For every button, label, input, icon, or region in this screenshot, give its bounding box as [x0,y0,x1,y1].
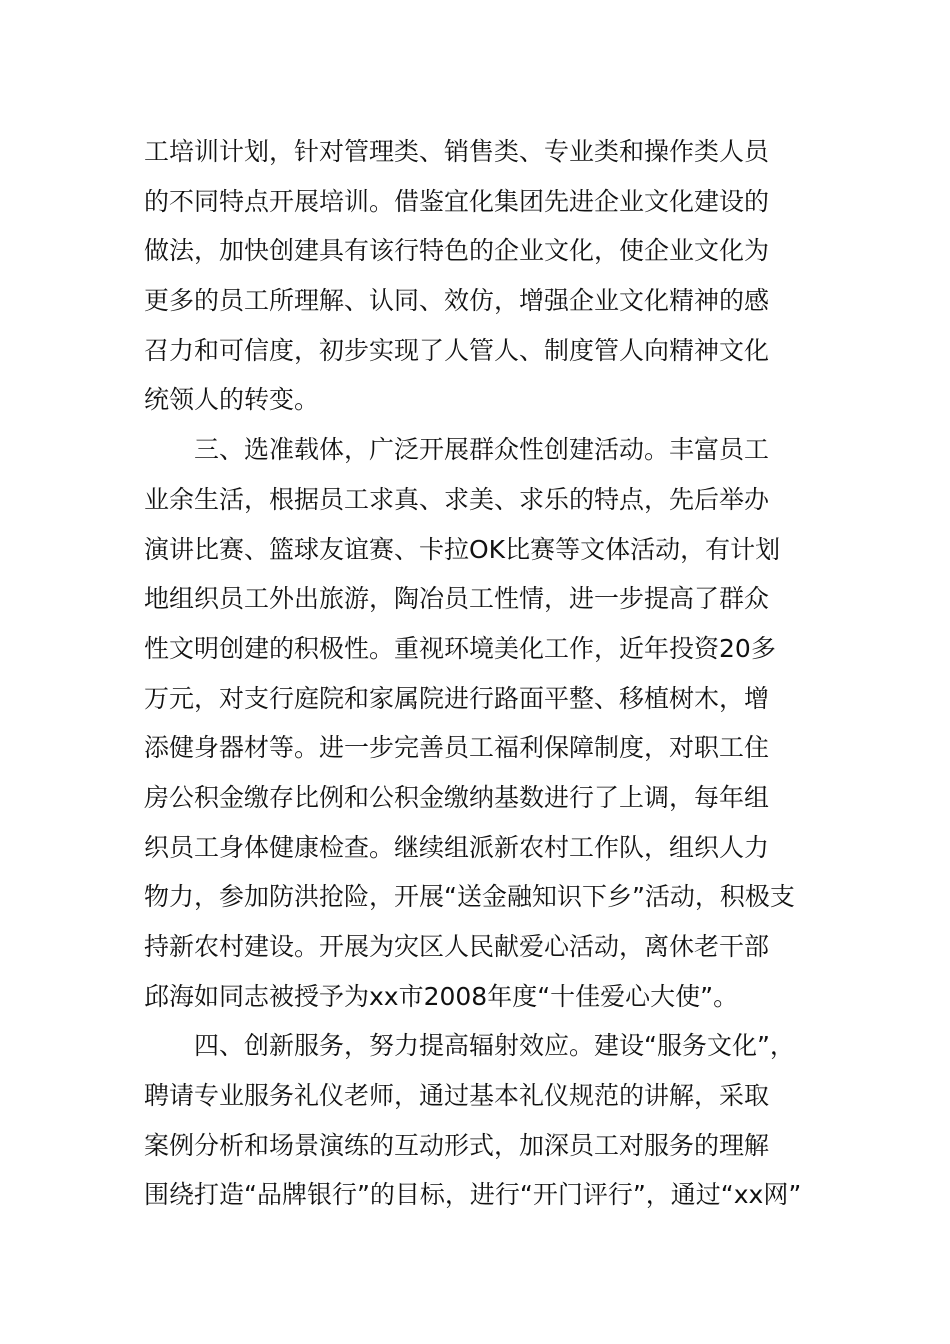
text-line: 围绕打造“品牌银行”的目标，进行“开门评行”，通过“xx网” [144,1180,802,1210]
text-line: 业余生活，根据员工求真、求美、求乐的特点，先后举办 [144,484,770,514]
text-line: 的不同特点开展培训。借鉴宜化集团先进企业文化建设的 [144,186,770,216]
text-line: 更多的员工所理解、认同、效仿，增强企业文化精神的感 [144,286,770,316]
text-line: 性文明创建的积极性。重视环境美化工作，近年投资20多 [144,633,776,663]
text-line: 统领人的转变。 [144,385,320,415]
paragraph-first-line: 三、选准载体，广泛开展群众性创建活动。丰富员工 [194,435,770,465]
text-line: 物力，参加防洪抢险，开展“送金融知识下乡”活动，积极支 [144,882,795,912]
paragraph-first-line: 四、创新服务，努力提高辐射效应。建设“服务文化”， [194,1031,795,1061]
text-line: 地组织员工外出旅游，陶冶员工性情，进一步提高了群众 [144,584,770,614]
text-line: 聘请专业服务礼仪老师，通过基本礼仪规范的讲解，采取 [144,1081,770,1111]
text-line: 邱海如同志被授予为xx市2008年度“十佳爱心大使”。 [144,981,739,1011]
text-line: 做法，加快创建具有该行特色的企业文化，使企业文化为 [144,236,770,266]
text-line: 添健身器材等。进一步完善员工福利保障制度，对职工住 [144,733,770,763]
text-line: 织员工身体健康检查。继续组派新农村工作队，组织人力 [144,832,770,862]
text-line: 工培训计划，针对管理类、销售类、专业类和操作类人员 [144,137,770,166]
text-line: 案例分析和场景演练的互动形式，加深员工对服务的理解 [144,1130,770,1160]
document-body [144,127,814,1220]
text-line: 房公积金缴存比例和公积金缴纳基数进行了上调，每年组 [144,782,770,812]
text-line: 万元，对支行庭院和家属院进行路面平整、移植树木，增 [144,683,770,713]
text-line: 召力和可信度，初步实现了人管人、制度管人向精神文化 [144,335,770,365]
text-line: 持新农村建设。开展为灾区人民献爱心活动，离休老干部 [144,932,770,961]
text-line: 演讲比赛、篮球友谊赛、卡拉OK比赛等文体活动，有计划 [144,534,781,564]
